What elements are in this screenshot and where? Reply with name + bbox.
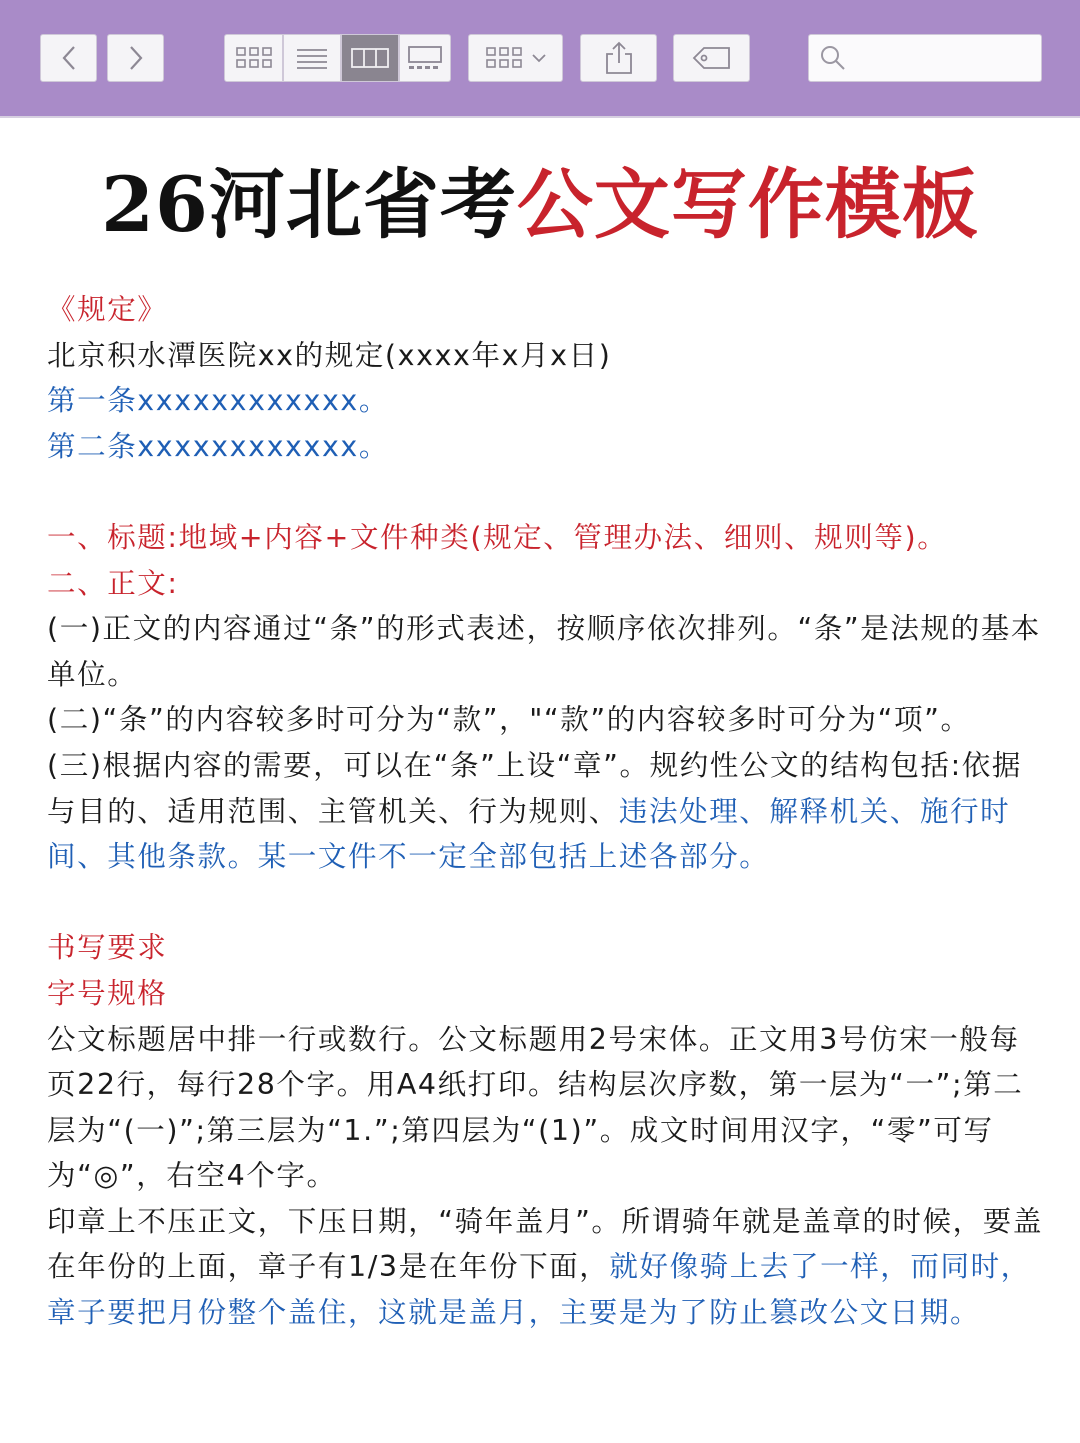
icon-view-button[interactable]	[224, 34, 283, 82]
group-by-icon	[484, 45, 524, 71]
requirements-heading: 书写要求	[47, 931, 168, 965]
group-by-button[interactable]	[468, 34, 563, 82]
structure-para-1: (一)正文的内容通过“条”的形式表述，按顺序依次排列。“条”是法规的基本单位。	[47, 612, 1041, 691]
article-1: 第一条xxxxxxxxxxxx。	[47, 384, 389, 418]
gallery-view-button[interactable]	[399, 34, 451, 82]
requirements-para-2-blue: 就好像骑上去了一样，而同时，章子要把月份整个盖住，这就是盖月，主要是为了防止篡改公文日期。	[47, 1250, 1031, 1330]
requirements-para-1: 公文标题居中排一行或数行。公文标题用2号宋体。正文用3号仿宋一般每页22行，每行28个字。用A4纸打印。结构层次序数，第一层为“一”;第二层为“(一)”;第三层为“1.”;第四层为“(1)”。成文时间用汉字，“零”可写为“◎”，右空4个字。	[47, 1022, 1024, 1193]
back-button[interactable]	[40, 34, 97, 82]
structure-para-3-blue: 违法处理、解释机关、施行时间、其他条款。某一文件不一定全部包括上述各部分。	[47, 794, 1011, 874]
title-black-part: 26河北省考	[101, 160, 517, 249]
share-button[interactable]	[580, 34, 657, 82]
structure-para-3	[47, 743, 1047, 880]
columns-icon	[350, 47, 390, 69]
structure-point-2: 二、正文:	[47, 566, 179, 600]
tag-icon	[692, 45, 732, 71]
structure-para-3-black: (三)根据内容的需要，可以在“条”上设“章”。规约性公文的结构包括:依据与目的、适用范围、主管机关、行为规则、	[47, 748, 1023, 828]
column-view-button[interactable]	[341, 34, 399, 82]
structure-point-1: 一、标题:地域+内容+文件种类(规定、管理办法、细则、规则等)。	[47, 520, 948, 554]
search-icon	[819, 44, 847, 72]
list-icon	[295, 46, 329, 70]
requirements-para-2-black: 印章上不压正文，下压日期，“骑年盖月”。所谓骑年就是盖章的时候，要盖在年份的上面，章子有1/3是在年份下面，	[47, 1204, 1043, 1284]
requirements-para-2	[47, 1199, 1047, 1336]
list-view-button[interactable]	[283, 34, 341, 82]
window-toolbar	[0, 0, 1080, 118]
article-2: 第二条xxxxxxxxxxxx。	[47, 429, 389, 463]
page-title	[0, 160, 1080, 250]
share-icon	[604, 41, 634, 75]
forward-button[interactable]	[107, 34, 164, 82]
tag-button[interactable]	[673, 34, 750, 82]
rule-heading: 《规定》	[47, 293, 168, 326]
view-mode-segmented-control	[224, 34, 451, 82]
chevron-right-icon	[128, 45, 144, 71]
example-title: 北京积水潭医院xx的规定(xxxx年x月x日)	[47, 338, 612, 372]
grid-icon	[234, 45, 274, 71]
document-body	[47, 287, 1047, 1336]
gallery-icon	[406, 45, 444, 71]
structure-para-2: (二)“条”的内容较多时可分为“款”，"“款”的内容较多时可分为“项”。	[47, 703, 971, 737]
chevron-left-icon	[61, 45, 77, 71]
requirements-subheading: 字号规格	[47, 976, 168, 1010]
search-input[interactable]	[855, 47, 1029, 70]
search-field[interactable]	[808, 34, 1042, 82]
chevron-down-icon	[530, 52, 548, 64]
title-red-part: 公文写作模板	[516, 160, 979, 249]
